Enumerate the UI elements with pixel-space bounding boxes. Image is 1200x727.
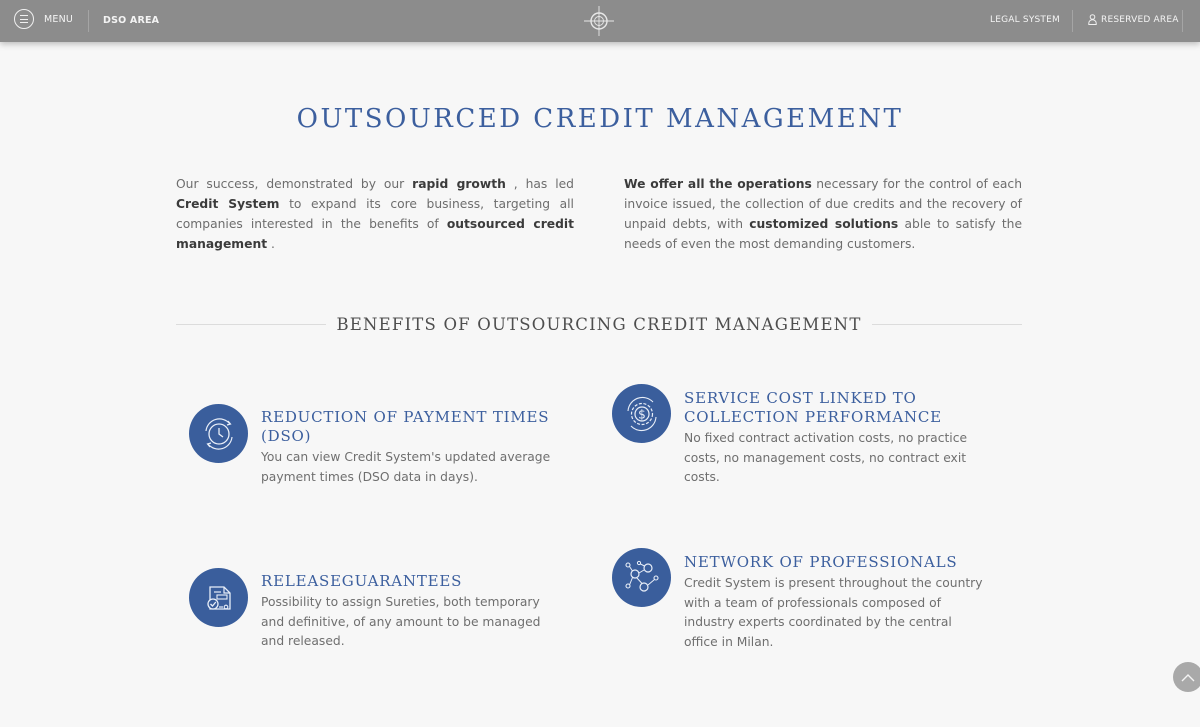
hamburger-menu-icon — [14, 9, 34, 29]
text: Our success, demonstrated by our — [176, 177, 413, 191]
benefit-description: Possibility to assign Sureties, both temporary and definitive, of any amount to be managed and released. — [261, 595, 541, 648]
highlight-text: rapid growth — [412, 177, 506, 191]
benefit-icon-circle — [612, 548, 671, 607]
divider — [88, 10, 89, 32]
section-title: BENEFITS OF OUTSOURCING CREDIT MANAGEMENT — [336, 314, 862, 334]
svg-text:$: $ — [637, 407, 646, 421]
highlight-text: We offer all the operations — [624, 177, 812, 191]
people-network-icon — [622, 558, 662, 598]
crosshair-compass-logo-icon[interactable] — [583, 5, 615, 37]
scroll-to-top-button[interactable] — [1173, 662, 1200, 692]
menu-button[interactable] — [14, 9, 73, 29]
dollar-gear-icon — [622, 394, 662, 434]
page-title: OUTSOURCED CREDIT MANAGEMENT — [296, 104, 904, 134]
nav-link-dso-area[interactable]: DSO AREA — [103, 15, 160, 26]
benefit-title: NETWORK OF PROFESSIONALS — [684, 553, 958, 571]
highlight-text: customized solutions — [749, 217, 899, 231]
clock-refresh-icon — [200, 415, 238, 453]
benefit-description: Credit System is present throughout the country with a team of professionals composed of industry experts coordinated by the central office in Milan. — [684, 576, 983, 649]
highlight-text: outsourced credit management — [176, 217, 574, 251]
highlight-text: Credit System — [176, 197, 280, 211]
reserved-area-label: RESERVED AREA — [1101, 14, 1179, 25]
divider — [1072, 10, 1073, 32]
benefit-description: No fixed contract activation costs, no practice costs, no management costs, no contract exit costs. — [684, 431, 968, 484]
benefit-icon-circle — [189, 568, 248, 627]
menu-label: MENU — [44, 13, 74, 25]
benefit-title: RELEASEGUARANTEES — [261, 572, 463, 590]
text: to expand its core business, targeting all companies interested in the benefits of — [176, 197, 574, 231]
benefit-title: REDUCTION OF PAYMENT TIMES (DSO) — [261, 408, 550, 445]
divider-line — [176, 324, 326, 325]
nav-link-reserved-area[interactable] — [1088, 14, 1179, 25]
divider-line — [872, 324, 1022, 325]
text: . — [267, 237, 275, 251]
benefit-description: You can view Credit System's updated average payment times (DSO data in days). — [261, 450, 551, 484]
divider — [1182, 10, 1183, 32]
intro-paragraph-left — [176, 174, 574, 254]
benefit-icon-circle — [612, 384, 671, 443]
benefit-icon-circle — [189, 404, 248, 463]
top-navigation-bar — [0, 0, 1200, 42]
certificate-check-icon — [200, 579, 238, 617]
text: necessary for the control of each invoice issued, the collection of due credits and the recovery of unpaid debts, with — [624, 177, 1022, 231]
intro-paragraph-right — [624, 174, 1022, 254]
text: able to satisfy the needs of even the most demanding customers. — [624, 217, 1023, 251]
chevron-up-icon — [1181, 673, 1195, 682]
user-icon — [1088, 14, 1097, 25]
benefit-title: SERVICE COST LINKED TO COLLECTION PERFORMANCE — [684, 389, 942, 426]
benefits-section-heading — [176, 313, 1022, 335]
text: , has led — [505, 177, 574, 191]
nav-link-legal-system[interactable]: LEGAL SYSTEM — [990, 15, 1060, 25]
